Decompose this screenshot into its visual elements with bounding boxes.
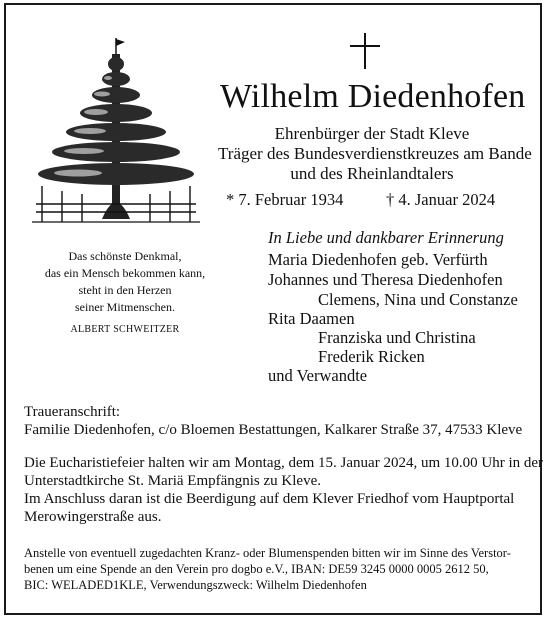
donation-note: Anstelle von eventuell zugedachten Kranz- oder Blumenspenden bitten wir im Sinne des Verstor- benen um eine Spende an den Verein pro dogbo e.V., IBAN: DE59 3245 0000 0005 2612 50, BIC: WELADED1KLE, Verwendungszweck: Wilhelm Diedenhofen: [24, 546, 511, 592]
mourner-line: Johannes und Theresa Diedenhofen: [268, 270, 503, 289]
mourner-line: Rita Daamen: [268, 309, 355, 328]
ceremony-block: Die Eucharistiefeier halten wir am Montag, dem 15. Januar 2024, um 10.00 Uhr in der Unterstadtkirche St. Mariä Empfängnis zu Kleve. Im Anschluss daran ist die Beerdigung auf dem Klever Friedhof vom Hauptportal Merowingerstraße aus.: [24, 455, 544, 525]
title-line-1: Ehrenbürger der Stadt Kleve: [274, 124, 470, 143]
cross-icon: [350, 33, 380, 69]
mourner-line: und Verwandte: [268, 366, 368, 385]
quote-author: ALBERT SCHWEITZER: [70, 324, 180, 335]
title-line-3: und des Rheinlandtalers: [290, 164, 454, 183]
title-line-2: Träger des Bundesverdienstkreuzes am Bande: [218, 144, 532, 163]
mourner-line: Franziska und Christina: [318, 328, 476, 347]
mourner-line: Clemens, Nina und Constanze: [318, 290, 518, 309]
mourner-line: Maria Diedenhofen geb. Verfürth: [268, 250, 488, 269]
tree-illustration: [32, 36, 200, 226]
mourner-line: Frederik Ricken: [318, 347, 425, 366]
birth-date: * 7. Februar 1934: [226, 190, 344, 209]
quote-text: Das schönste Denkmal, das ein Mensch bekommen kann, steht in den Herzen seiner Mitmenschen.: [44, 249, 206, 314]
death-date: † 4. Januar 2024: [386, 190, 496, 209]
mourners-intro: In Liebe und dankbarer Erinnerung: [268, 228, 504, 247]
address-block: Traueranschrift: Familie Diedenhofen, c/o Bloemen Bestattungen, Kalkarer Straße 37, 47533 Kleve: [24, 404, 523, 438]
deceased-name: Wilhelm Diedenhofen: [220, 78, 526, 115]
